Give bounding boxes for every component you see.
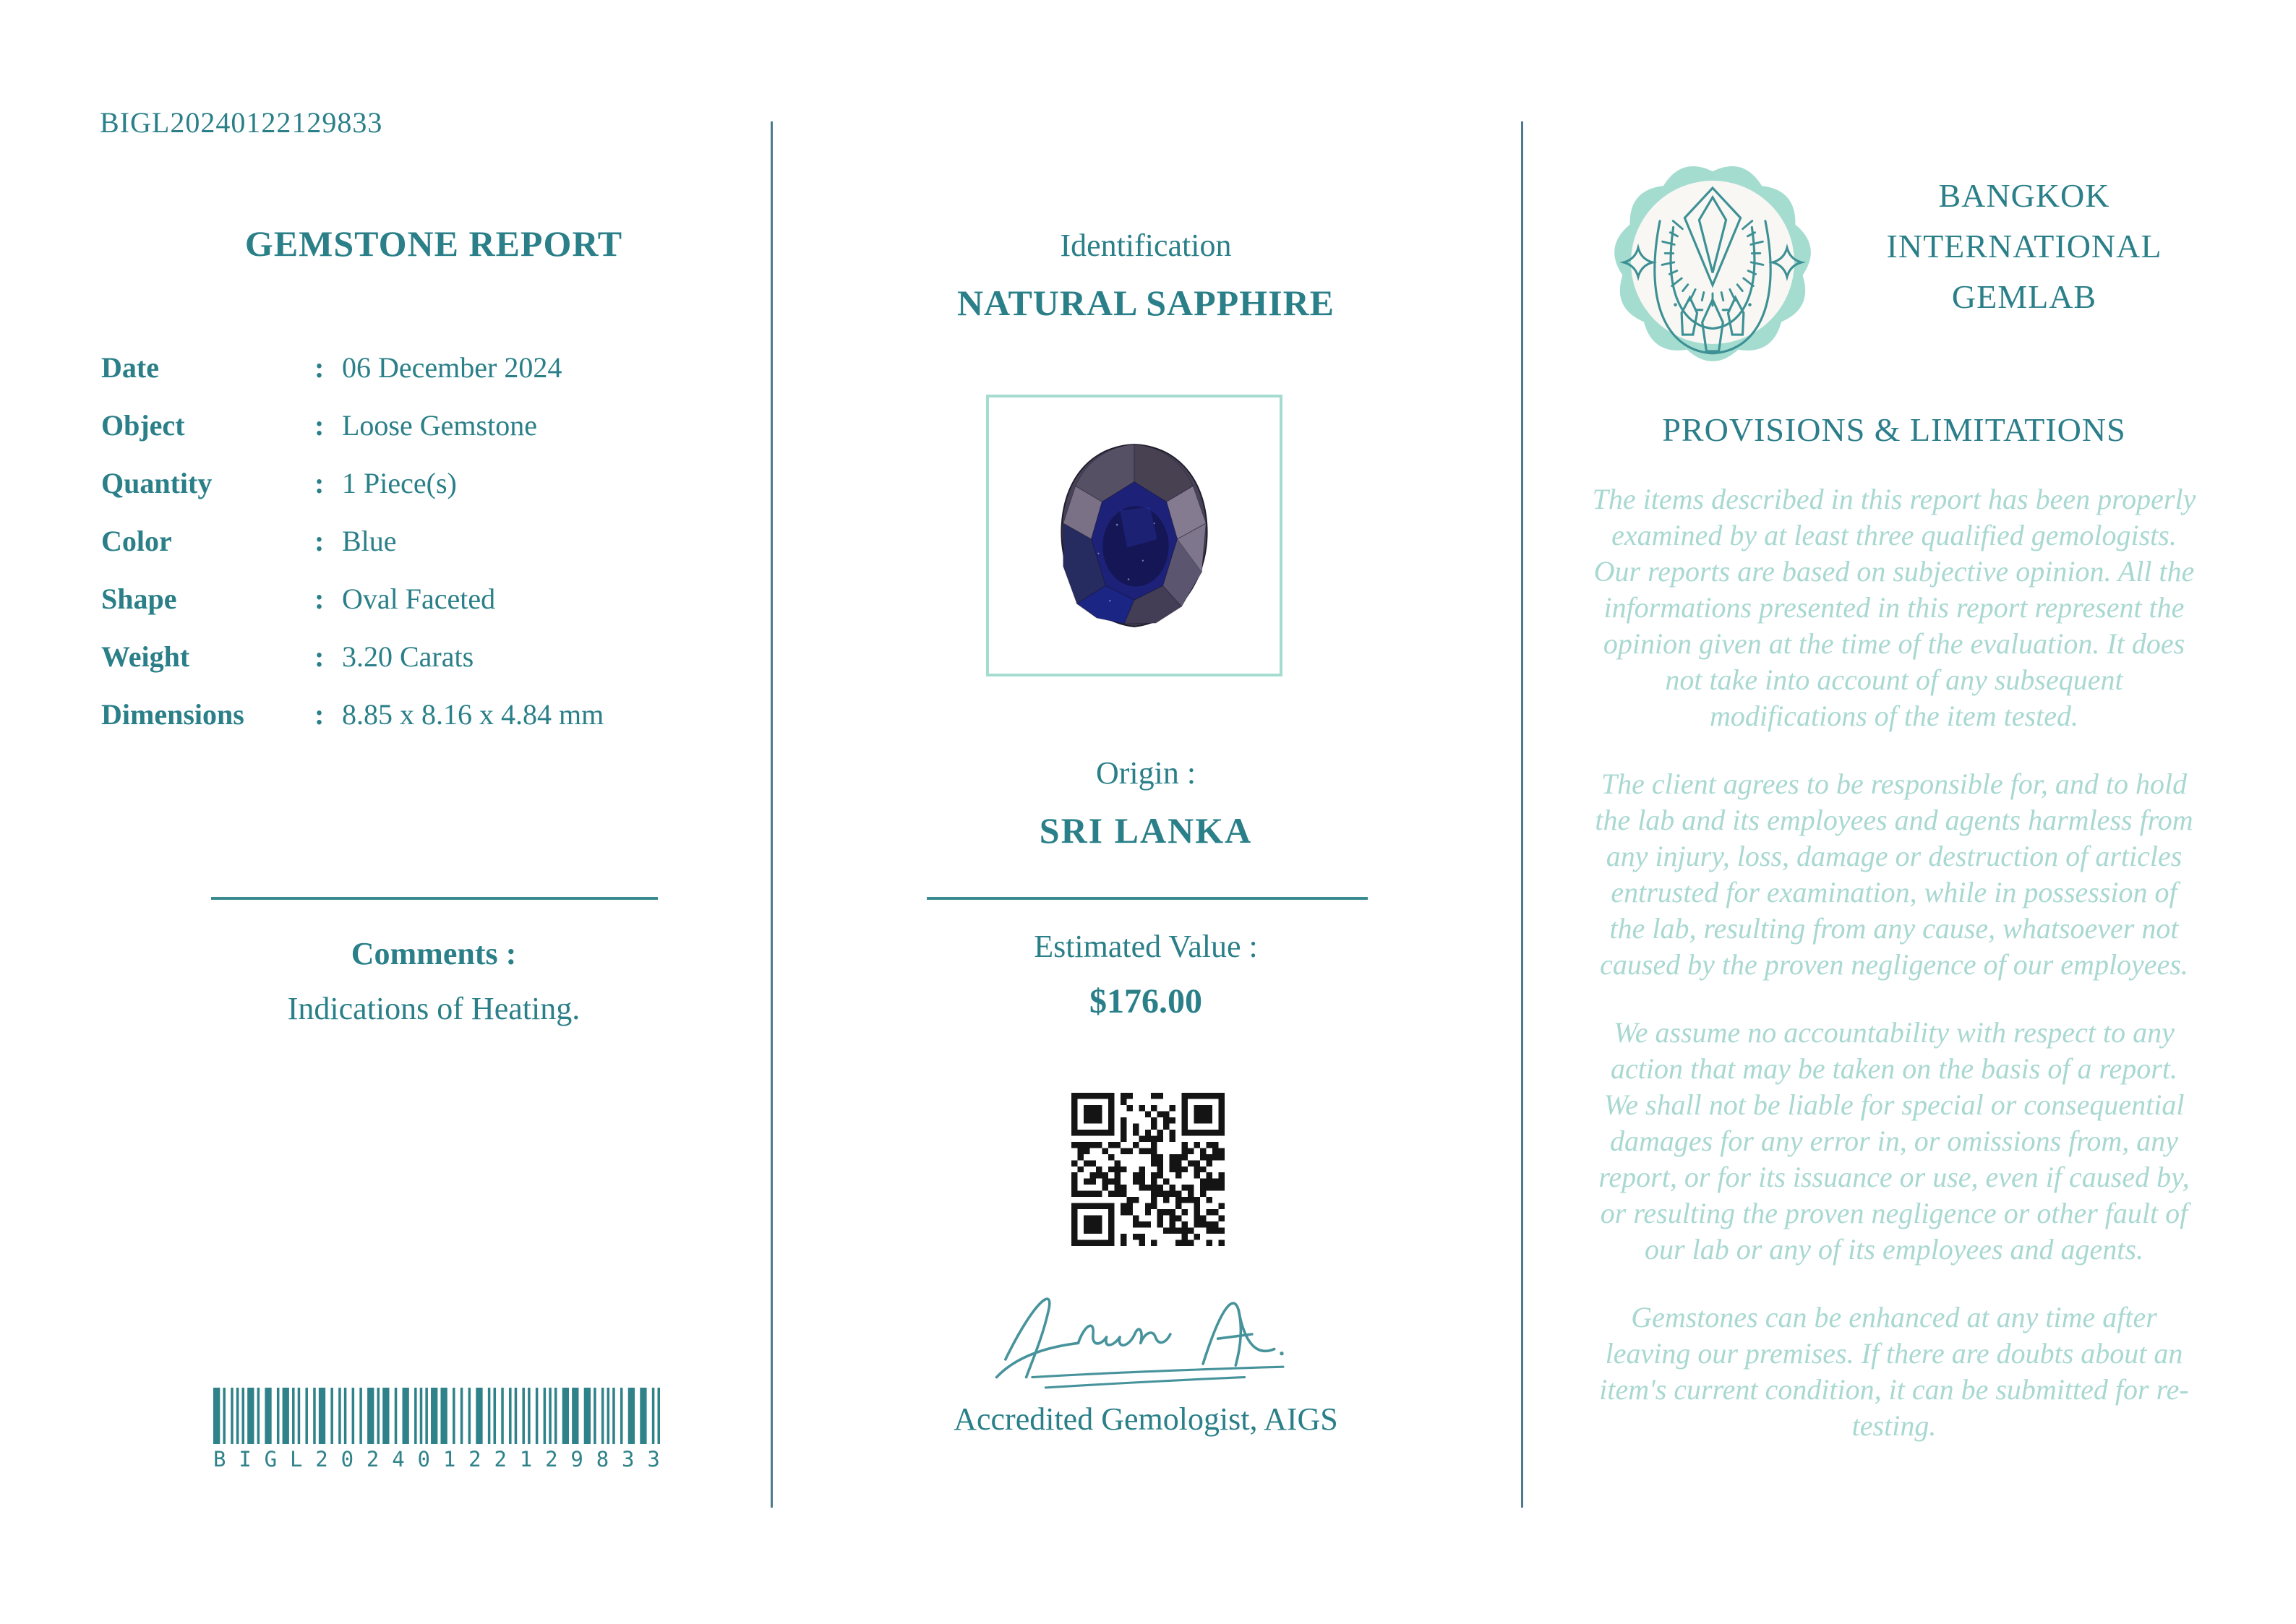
barcode-text: [213, 1447, 660, 1472]
detail-colon: :: [314, 524, 325, 557]
barcode-char: 2: [315, 1447, 328, 1472]
table-row: [101, 396, 766, 454]
comments-text: Indications of Heating.: [287, 991, 581, 1026]
detail-value: Blue: [342, 524, 397, 557]
column-divider: [1521, 121, 1523, 1508]
detail-label: Quantity: [101, 466, 213, 499]
barcode-char: B: [213, 1447, 226, 1472]
barcode-char: 3: [647, 1447, 660, 1472]
gemologist-credential-line: Accredited Gemologist, AIGS: [954, 1401, 1338, 1437]
barcode-char: I: [239, 1447, 252, 1472]
table-row: [101, 454, 766, 512]
provisions-paragraphs: [1590, 481, 2198, 1444]
barcode-char: 3: [622, 1447, 635, 1472]
detail-label: Date: [101, 351, 159, 384]
gemlab-logo-icon: [1609, 159, 1816, 366]
signature-strokes: [983, 1266, 1310, 1402]
table-row: [101, 338, 766, 396]
lab-name-line: BANGKOK: [1938, 177, 2110, 214]
barcode-char: G: [264, 1447, 278, 1472]
origin-label: Origin :: [1095, 755, 1196, 791]
page-title: GEMSTONE REPORT: [244, 223, 623, 264]
detail-label: Shape: [101, 582, 177, 615]
detail-value: 06 December 2024: [342, 351, 562, 384]
provisions-paragraph: The items described in this report has been properly examined by at least three qualified gemologists. Our reports are based on subjective opinion. All the informations presented in this report represent the opinion given at the time of the evaluation. It does not take into account of any subsequent modifications of the item tested.: [1592, 483, 2196, 732]
gemologist-signature: [983, 1266, 1310, 1402]
lab-name-line: INTERNATIONAL: [1886, 228, 2162, 265]
detail-colon: :: [314, 351, 325, 384]
identification-label: Identification: [1060, 228, 1232, 263]
detail-value: 3.20 Carats: [342, 640, 474, 673]
detail-label: Object: [101, 408, 185, 442]
barcode-char: 0: [417, 1447, 430, 1472]
barcode-char: 2: [366, 1447, 380, 1472]
detail-colon: :: [314, 408, 325, 442]
detail-label: Dimensions: [101, 697, 244, 731]
provisions-paragraph: We assume no accountability with respect to any action that may be taken on the basis of a report. We shall not be liable for special or consequential damages for any error in, or omissions from, any report, or for its issuance or use, even if caused by, or resulting the proven negligence or other fault of our lab or any of its employees and agents.: [1598, 1016, 2190, 1266]
detail-label: Color: [101, 524, 172, 557]
detail-colon: :: [314, 582, 325, 615]
barcode-char: 1: [519, 1447, 533, 1472]
detail-value: 1 Piece(s): [342, 466, 457, 499]
qr-code: [1071, 1093, 1225, 1246]
table-row: [101, 512, 766, 570]
barcode-char: L: [289, 1447, 303, 1472]
detail-label: Weight: [101, 640, 190, 673]
lab-name-line: GEMLAB: [1951, 278, 2097, 315]
barcode-char: 0: [340, 1447, 354, 1472]
origin-value: SRI LANKA: [1039, 810, 1253, 851]
identification-value: NATURAL SAPPHIRE: [956, 283, 1335, 323]
horizontal-divider: [211, 897, 658, 900]
barcode-char: 2: [468, 1447, 481, 1472]
barcode-char: 8: [596, 1447, 609, 1472]
column-divider: [771, 121, 773, 1508]
detail-colon: :: [314, 697, 325, 731]
lab-name: [1822, 171, 2227, 322]
barcode-char: 9: [570, 1447, 583, 1472]
detail-value: 8.85 x 8.16 x 4.84 mm: [342, 697, 604, 731]
report-number: BIGL20240122129833: [100, 106, 383, 139]
detail-colon: :: [314, 640, 325, 673]
provisions-heading: PROVISIONS & LIMITATIONS: [1662, 411, 2126, 448]
gem-seal-icon: [1609, 159, 1816, 366]
comments-heading: Comments :: [351, 936, 517, 971]
barcode-char: 2: [494, 1447, 507, 1472]
table-row: [101, 685, 766, 743]
provisions-paragraph: Gemstones can be enhanced at any time after leaving our premises. If there are doubts about an item's current condition, it can be submitted for re-testing.: [1599, 1301, 2189, 1442]
estimated-value-amount: $176.00: [1089, 982, 1202, 1021]
detail-value: Oval Faceted: [342, 582, 496, 615]
detail-value: Loose Gemstone: [342, 408, 537, 442]
table-row: [101, 627, 766, 685]
barcode-char: 4: [392, 1447, 405, 1472]
detail-colon: :: [314, 466, 325, 499]
gemstone-photo: [986, 395, 1282, 676]
barcode-char: 1: [442, 1447, 456, 1472]
barcode-char: 2: [545, 1447, 558, 1472]
provisions-paragraph: The client agrees to be responsible for, and to hold the lab and its employees and agents harmless from any injury, loss, damage or destruction of articles entrusted for examination, while in possession of the lab, resulting from any cause, whatsoever not caused by the proven negligence of our employees.: [1595, 768, 2193, 981]
table-row: [101, 570, 766, 627]
estimated-value-label: Estimated Value :: [1034, 929, 1258, 964]
gemstone-details-table: [101, 338, 766, 743]
sapphire-gem-image: [1048, 437, 1220, 634]
barcode: [213, 1388, 660, 1444]
horizontal-divider: [927, 897, 1368, 900]
